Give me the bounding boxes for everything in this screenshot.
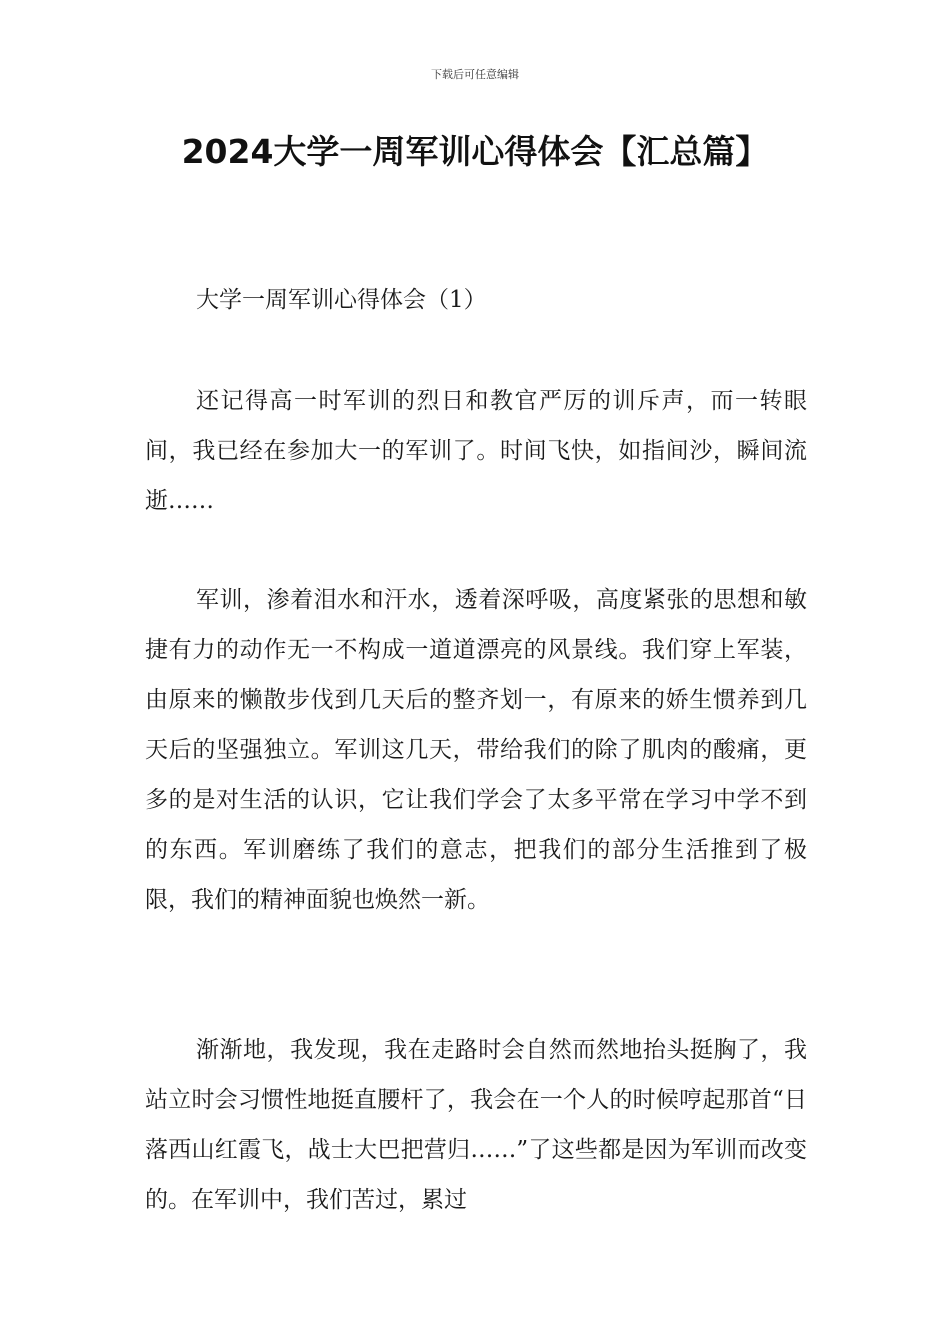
page-header: 下载后可任意编辑 [431, 68, 519, 81]
document-title: 2024大学一周军训心得体会【汇总篇】 [181, 132, 769, 171]
paragraph: 渐渐地，我发现，我在走路时会自然而然地抬头挺胸了，我站立时会习惯性地挺直腰杆了，我会在一个人的时候哼起那首“日落西山红霞飞，战士大巴把营归……”了这些都是因为军训而改变的。在军训中，我们苦过，累过 [145, 1037, 807, 1213]
paragraph: 还记得高一时军训的烈日和教官严厉的训斥声，而一转眼间，我已经在参加大一的军训了。时间飞快，如指间沙，瞬间流逝…… [145, 388, 807, 514]
section-heading: 大学一周军训心得体会（1） [196, 287, 487, 313]
paragraph: 军训，渗着泪水和汗水，透着深呼吸，高度紧张的思想和敏捷有力的动作无一不构成一道道漂亮的风景线。我们穿上军装，由原来的懒散步伐到几天后的整齐划一，有原来的娇生惯养到几天后的坚强独立。军训这几天，带给我们的除了肌肉的酸痛，更多的是对生活的认识，它让我们学会了太多平常在学习中学不到的东西。军训磨练了我们的意志，把我们的部分生活推到了极限，我们的精神面貌也焕然一新。 [145, 587, 807, 913]
